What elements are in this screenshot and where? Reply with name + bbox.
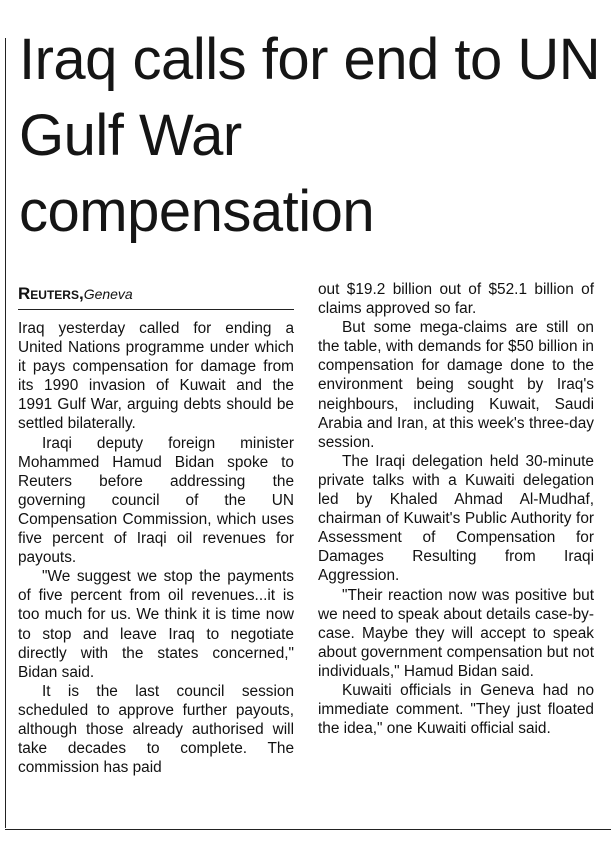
paragraph: It is the last council session scheduled to approve further payouts, although those already authorised will take decades to complete. The commission has paid [18, 682, 294, 777]
article-column-right [318, 280, 594, 738]
paragraph: The Iraqi delegation held 30-minute private talks with a Kuwaiti delegation led by Khaled Ahmad Al-Mudhaf, chairman of Kuwait's Public Authority for Assessment of Compensation for Damages Resulting from Iraqi Aggression. [318, 452, 594, 585]
byline-place: Geneva [83, 286, 133, 302]
bottom-rule [5, 829, 611, 830]
paragraph: "We suggest we stop the payments of five percent from oil revenues...it is too much for us. We think it is time now to stop and leave Iraq to negotiate directly with the states concerned," Bidan said. [18, 568, 294, 681]
paragraph: But some mega-claims are still on the table, with demands for $50 billion in compensation for damage done to the environment being sought by Iraq's neighbours, including Kuwait, Saudi Arabia and Iran, at this week's three-day session. [318, 319, 594, 451]
byline-agency: Reuters, [18, 284, 84, 303]
paragraph: Iraqi deputy foreign minister Mohammed Hamud Bidan spoke to Reuters before addressing the governing council of the UN Compensation Commission, which uses five percent of Iraqi oil revenues for payouts. [18, 434, 294, 567]
byline [18, 284, 294, 310]
article-column-left [18, 284, 294, 777]
paragraph: "Their reaction now was positive but we need to speak about details case-by-case. Maybe they will accept to speak about government compensation but not individuals," Hamud Bidan said. [318, 586, 594, 680]
headline: Iraq calls for end to UN Gulf War compensation [19, 27, 601, 244]
paragraph: out $19.2 billion out of $52.1 billion of claims approved so far. [318, 281, 594, 318]
paragraph: Iraq yesterday called for ending a United Nations programme under which it pays compensation for damage from its 1990 invasion of Kuwait and the 1991 Gulf War, arguing debts should be settled bilaterally. [18, 320, 294, 433]
paragraph: Kuwaiti officials in Geneva had no immediate comment. "They just floated the idea," one Kuwaiti official said. [318, 681, 594, 738]
column-rule-left [5, 38, 6, 828]
